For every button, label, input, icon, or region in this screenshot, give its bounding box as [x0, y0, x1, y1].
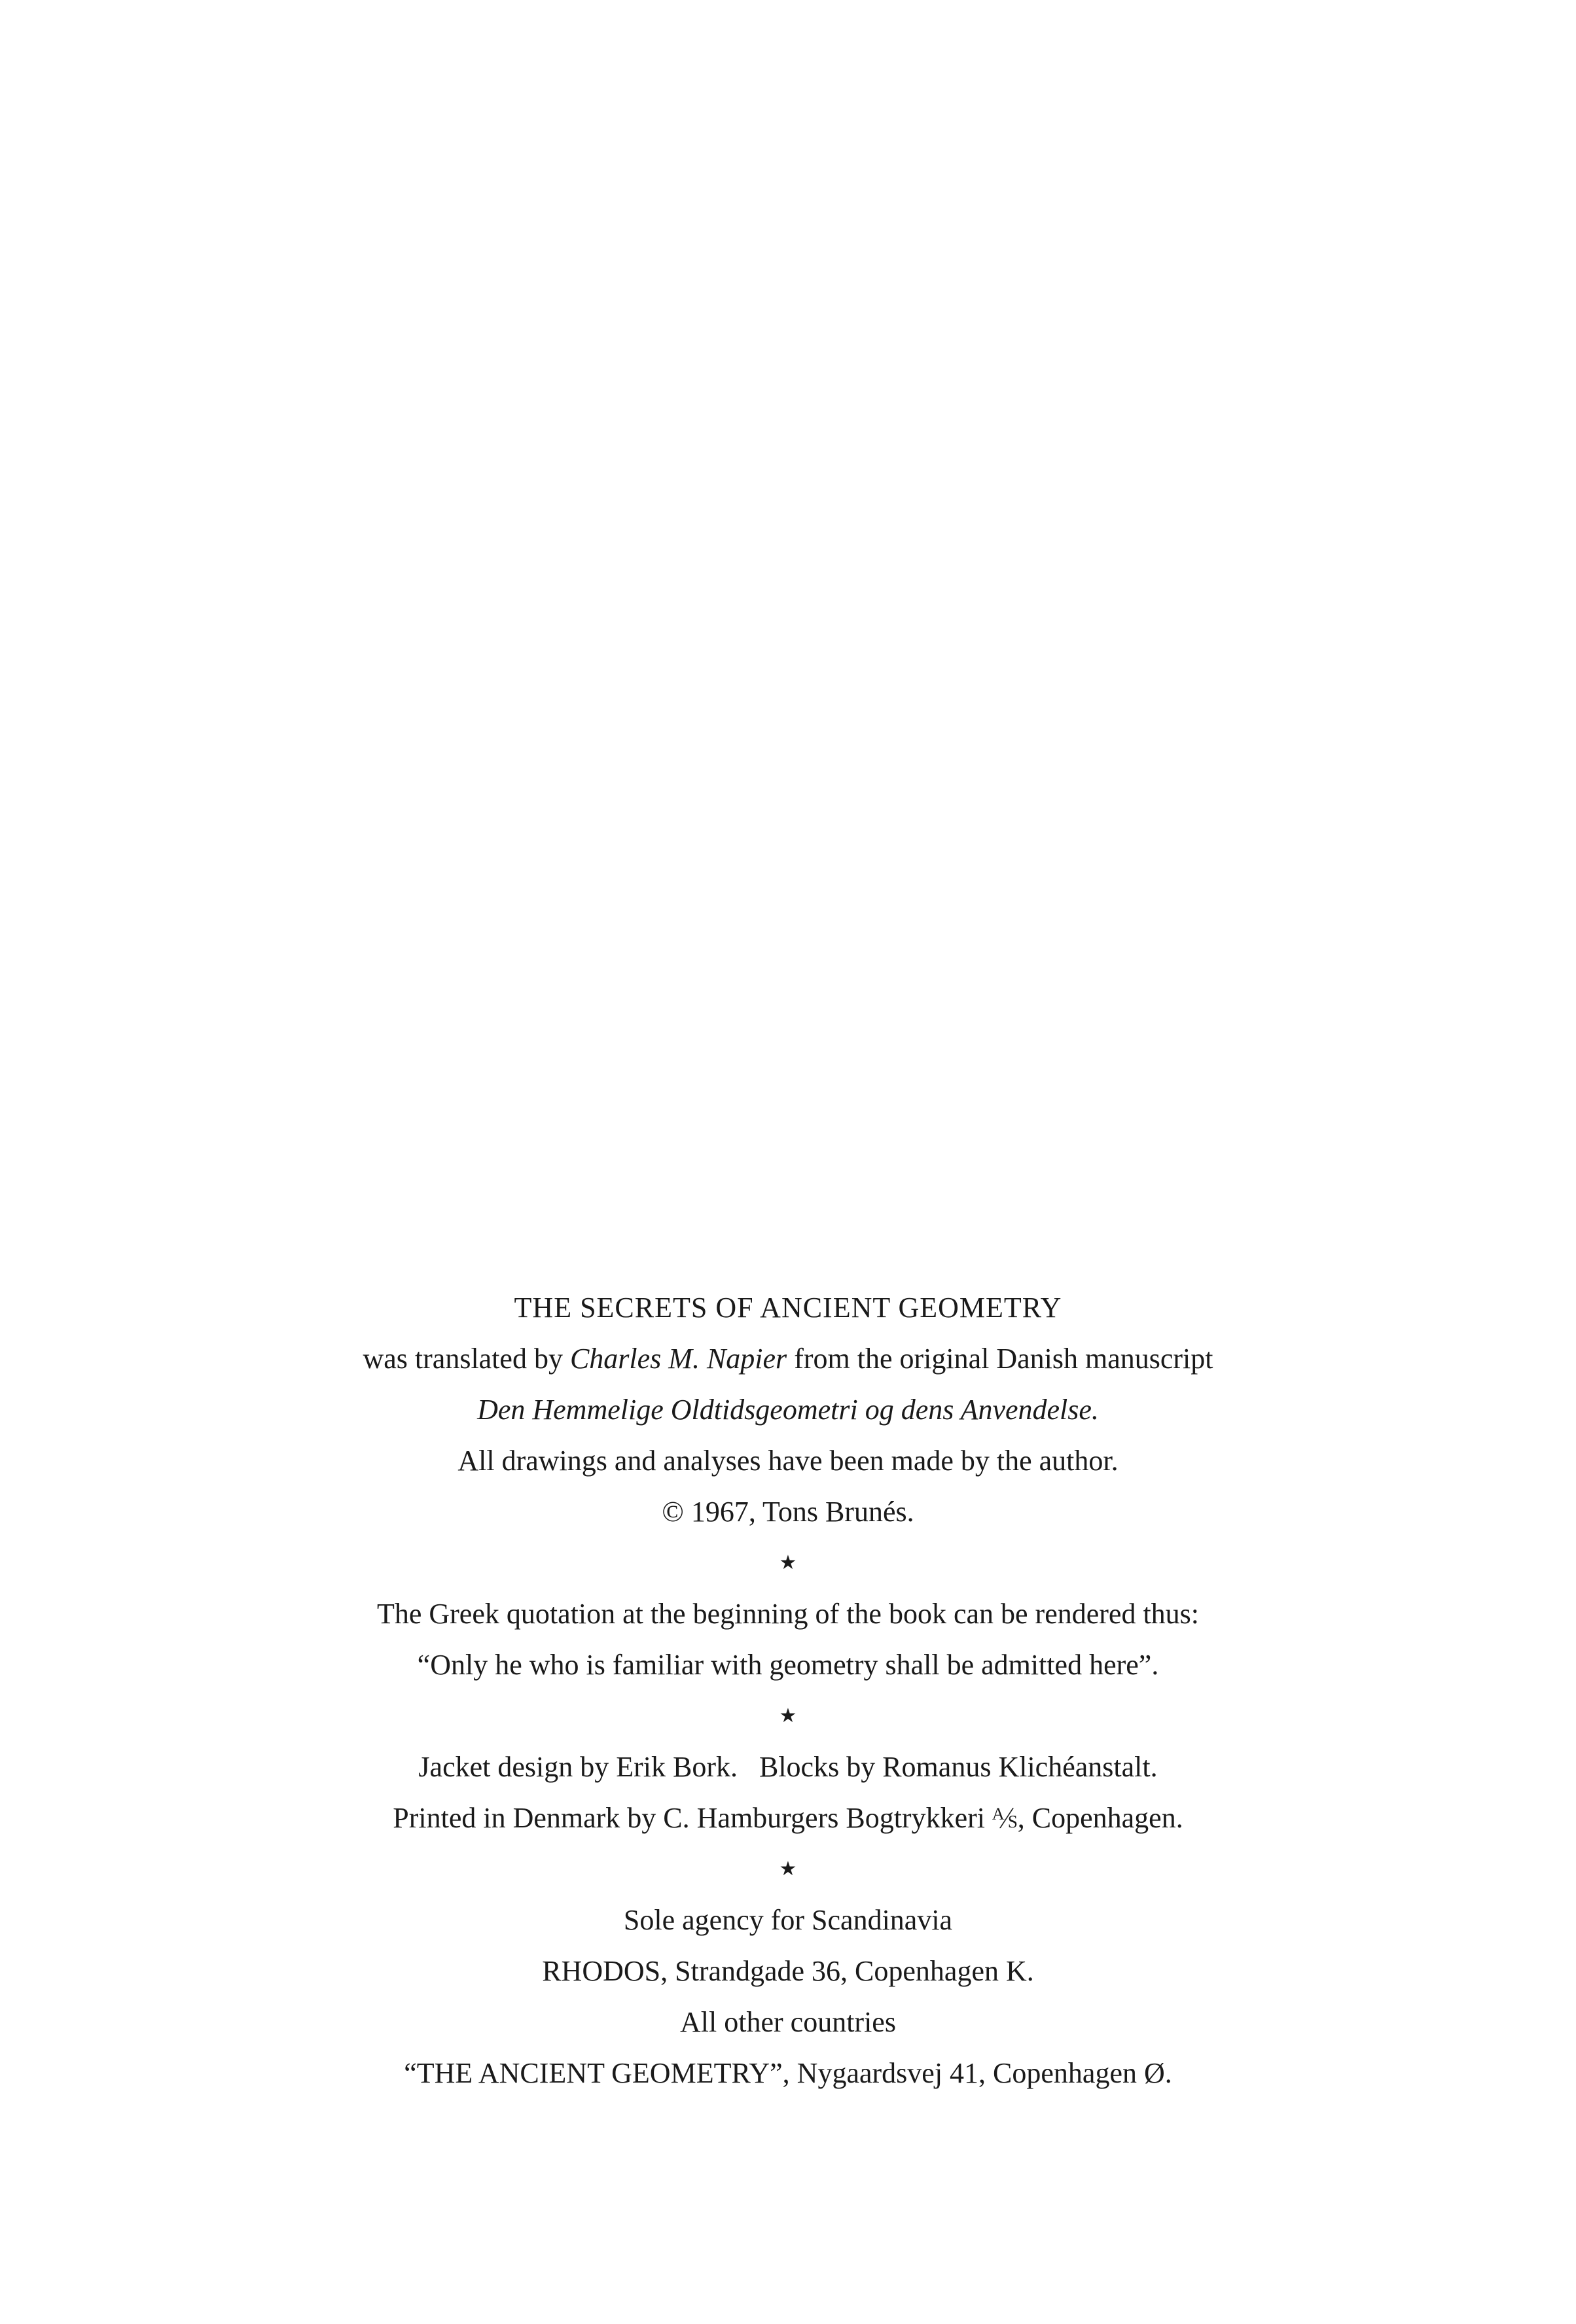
star-separator-icon: ★	[779, 1858, 797, 1880]
other-countries-label: All other countries	[680, 2006, 896, 2038]
other-countries-agent: “THE ANCIENT GEOMETRY”, Nygaardsvej 41, Copenhagen Ø.	[404, 2057, 1172, 2089]
greek-note-line-2: “Only he who is familiar with geometry shall be admitted here”.	[417, 1649, 1159, 1681]
translation-credit	[0, 1333, 1576, 1384]
original-title: Den Hemmelige Oldtidsgeometri og dens Anvendelse.	[477, 1394, 1099, 1426]
scandinavia-label: Sole agency for Scandinavia	[623, 1904, 953, 1936]
colophon-block	[0, 1282, 1576, 2099]
translation-prefix: was translated by	[363, 1343, 563, 1375]
scandinavia-agent: RHODOS, Strandgade 36, Copenhagen K.	[542, 1955, 1034, 1987]
star-separator-icon: ★	[779, 1705, 797, 1727]
drawings-note: All drawings and analyses have been made by the author.	[457, 1445, 1119, 1477]
translation-suffix: from the original Danish manuscript	[794, 1343, 1213, 1375]
translator-name: Charles M. Napier	[569, 1343, 787, 1375]
book-title: THE SECRETS OF ANCIENT GEOMETRY	[514, 1292, 1062, 1324]
copyright-notice: © 1967, Tons Brunés.	[662, 1496, 914, 1528]
jacket-credit: Jacket design by Erik Bork. Blocks by Romanus Klichéanstalt.	[418, 1751, 1158, 1783]
greek-note-line-1: The Greek quotation at the beginning of the book can be rendered thus:	[376, 1598, 1200, 1630]
printer-credit: Printed in Denmark by C. Hamburgers Bogtrykkeri ⅍, Copenhagen.	[393, 1802, 1183, 1834]
star-separator-icon: ★	[779, 1552, 797, 1574]
